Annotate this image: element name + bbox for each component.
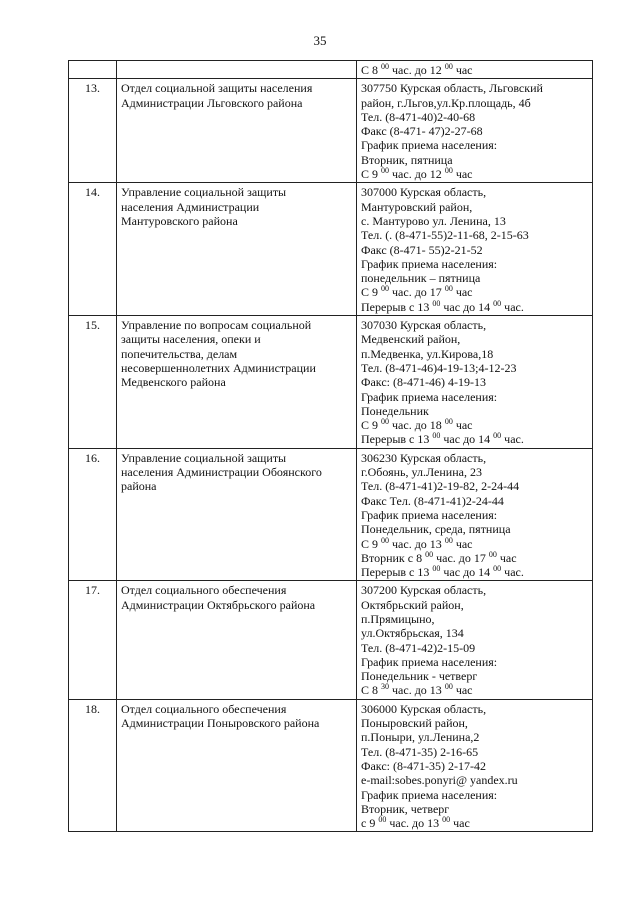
time-minutes: 00 xyxy=(381,166,390,176)
detail-line: Тел. (8-471-41)2-19-82, 2-24-44 xyxy=(361,479,520,494)
name-line: Отдел социального обеспечения xyxy=(121,701,287,716)
detail-line: 307750 Курская область, Льговский xyxy=(361,81,543,96)
time-minutes: 00 xyxy=(444,166,453,176)
detail-line: понедельник – пятница xyxy=(361,271,481,286)
detail-line: п.Прямицыно, xyxy=(361,611,435,626)
row-number: 17. xyxy=(69,581,117,699)
table-row xyxy=(69,448,593,581)
detail-line: Перерыв с 13 $^{00}$ час до 14 $^{00}$ час. xyxy=(361,431,524,447)
detail-line: С 8 $^{00}$ час. до 12 $^{00}$ час xyxy=(361,62,473,77)
time-minutes: 00 xyxy=(493,431,502,441)
table-row xyxy=(69,61,593,79)
detail-line: График приема населения: xyxy=(361,507,498,522)
time-minutes: 00 xyxy=(444,284,453,294)
detail-line: Понедельник - четверг xyxy=(361,669,478,684)
detail-line: Факс (8-471- 47)2-27-68 xyxy=(361,124,483,139)
detail-line: Понедельник xyxy=(361,403,429,418)
time-minutes: 00 xyxy=(432,564,441,574)
detail-line: п.Поныри, ул.Ленина,2 xyxy=(361,730,480,745)
organization-name xyxy=(117,79,357,183)
detail-line: Тел. (8-471-42)2-15-09 xyxy=(361,640,476,655)
name-line: населения Администрации Обоянского xyxy=(121,465,322,480)
detail-line: Вторник, пятница xyxy=(361,152,453,167)
detail-line: Перерыв с 13 $^{00}$ час до 14 $^{00}$ час. xyxy=(361,564,524,580)
name-line: несовершеннолетних Администрации xyxy=(121,360,316,375)
row-number: 13. xyxy=(69,79,117,183)
detail-line: Мантуровский район, xyxy=(361,199,473,214)
name-line: Администрации Октябрьского района xyxy=(121,597,316,612)
contact-details xyxy=(357,316,593,449)
detail-line: График приема населения: xyxy=(361,138,498,153)
detail-line: 306230 Курская область, xyxy=(361,450,487,465)
time-minutes: 00 xyxy=(381,284,390,294)
organization-name xyxy=(117,316,357,449)
organization-name xyxy=(117,183,357,316)
time-minutes: 00 xyxy=(432,431,441,441)
table-row xyxy=(69,183,593,316)
detail-line: Факс (8-471- 55)2-21-52 xyxy=(361,242,483,257)
detail-line: Тел. (8-471-35) 2-16-65 xyxy=(361,744,479,759)
detail-line: 307200 Курская область, xyxy=(361,583,487,598)
contact-details xyxy=(357,79,593,183)
contact-details xyxy=(357,183,593,316)
name-line: Администрации Поныровского района xyxy=(121,716,320,731)
organization-name xyxy=(117,448,357,581)
detail-line: График приема населения: xyxy=(361,256,498,271)
detail-line: Понедельник, среда, пятница xyxy=(361,522,511,537)
detail-line: С 9 $^{00}$ час. до 12 $^{00}$ час xyxy=(361,166,473,182)
time-minutes: 00 xyxy=(425,549,434,559)
time-minutes: 00 xyxy=(493,564,502,574)
time-minutes: 00 xyxy=(488,549,497,559)
table-row xyxy=(69,316,593,449)
detail-line: С 8 $^{30}$ час. до 13 $^{00}$ час xyxy=(361,682,473,698)
table-row xyxy=(69,79,593,183)
detail-line: График приема населения: xyxy=(361,389,498,404)
name-line: Мантуровского района xyxy=(121,213,238,228)
contact-details xyxy=(357,581,593,699)
name-line: попечительства, делам xyxy=(121,346,238,361)
time-minutes: 00 xyxy=(442,815,451,825)
detail-line: 306000 Курская область, xyxy=(361,701,487,716)
detail-line: С 9 $^{00}$ час. до 18 $^{00}$ час xyxy=(361,417,473,433)
time-minutes: 00 xyxy=(381,62,390,71)
detail-line: Вторник с 8 $^{00}$ час. до 17 $^{00}$ час xyxy=(361,549,517,565)
contact-details xyxy=(357,699,593,832)
name-line: населения Администрации xyxy=(121,199,260,214)
detail-line: График приема населения: xyxy=(361,654,498,669)
detail-line: С 9 $^{00}$ час. до 17 $^{00}$ час xyxy=(361,284,473,300)
detail-line: Медвенский район, xyxy=(361,332,461,347)
table-row xyxy=(69,699,593,832)
page-number: 35 xyxy=(313,33,327,48)
time-minutes: 00 xyxy=(444,535,453,545)
detail-line: п.Медвенка, ул.Кирова,18 xyxy=(361,346,494,361)
detail-line: Тел. (8-471-40)2-40-68 xyxy=(361,109,476,124)
detail-line: ул.Октябрьская, 134 xyxy=(361,626,464,641)
row-number: 18. xyxy=(69,699,117,832)
name-line: Управление социальной защиты xyxy=(121,450,287,465)
name-line: Отдел социального обеспечения xyxy=(121,583,287,598)
row-number: 16. xyxy=(69,448,117,581)
organization-name xyxy=(117,581,357,699)
detail-line: 307030 Курская область, xyxy=(361,318,487,333)
time-minutes: 00 xyxy=(432,298,441,308)
time-minutes: 00 xyxy=(444,62,453,71)
time-minutes: 00 xyxy=(378,815,387,825)
contact-details xyxy=(357,61,593,79)
time-minutes: 00 xyxy=(493,298,502,308)
detail-line: г.Обоянь, ул.Ленина, 23 xyxy=(361,465,482,480)
time-minutes: 00 xyxy=(444,682,453,692)
detail-line: Перерыв с 13 $^{00}$ час до 14 $^{00}$ час. xyxy=(361,298,524,314)
row-number: 14. xyxy=(69,183,117,316)
name-line: Медвенского района xyxy=(121,375,226,390)
detail-line: С 9 $^{00}$ час. до 13 $^{00}$ час xyxy=(361,535,473,551)
detail-line: Факс: (8-471-35) 2-17-42 xyxy=(361,758,486,773)
table-row xyxy=(69,581,593,699)
detail-line: Тел. (. (8-471-55)2-11-68, 2-15-63 xyxy=(361,228,529,243)
detail-line: Факс Тел. (8-471-41)2-24-44 xyxy=(361,493,504,508)
detail-line: с 9 $^{00}$ час. до 13 $^{00}$ час xyxy=(361,815,470,831)
social-protection-offices-table xyxy=(68,60,593,832)
name-line: района xyxy=(121,479,157,494)
row-number: 15. xyxy=(69,316,117,449)
organization-name xyxy=(117,699,357,832)
detail-line: График приема населения: xyxy=(361,787,498,802)
detail-line: Поныровский район, xyxy=(361,716,468,731)
name-line: Управление по вопросам социальной xyxy=(121,318,312,333)
detail-line: 307000 Курская область, xyxy=(361,185,487,200)
time-minutes: 00 xyxy=(381,535,390,545)
detail-line: с. Мантурово ул. Ленина, 13 xyxy=(361,213,506,228)
time-minutes: 00 xyxy=(444,417,453,427)
name-line: Управление социальной защиты xyxy=(121,185,287,200)
detail-line: Октябрьский район, xyxy=(361,597,464,612)
time-minutes: 00 xyxy=(381,417,390,427)
detail-line: Тел. (8-471-46)4-19-13;4-12-23 xyxy=(361,360,517,375)
name-line: защиты населения, опеки и xyxy=(121,332,261,347)
row-number xyxy=(69,61,117,79)
detail-line: e-mail:sobes.ponyri@ yandex.ru xyxy=(361,773,518,788)
organization-name xyxy=(117,61,357,79)
detail-line: район, г.Льгов,ул.Кр.площадь, 4б xyxy=(361,95,531,110)
time-minutes: 30 xyxy=(381,682,390,692)
contact-details xyxy=(357,448,593,581)
name-line: Отдел социальной защиты населения xyxy=(121,81,313,96)
name-line: Администрации Льговского района xyxy=(121,95,303,110)
detail-line: Вторник, четверг xyxy=(361,801,450,816)
detail-line: Факс: (8-471-46) 4-19-13 xyxy=(361,375,486,390)
